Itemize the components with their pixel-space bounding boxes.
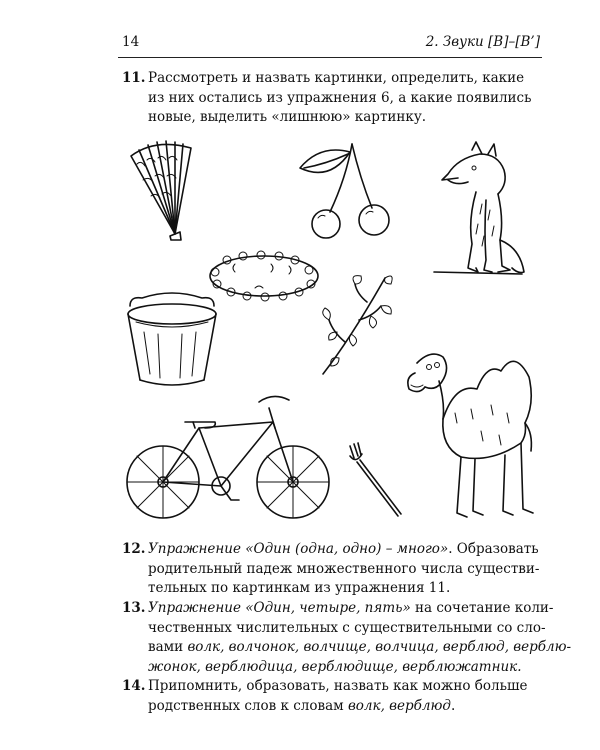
text-line	[148, 69, 544, 89]
fan-picture	[125, 136, 197, 241]
exercise-text	[148, 69, 544, 128]
text-line	[148, 540, 544, 560]
page-number: 14	[122, 34, 140, 50]
fork-picture	[346, 442, 406, 522]
text-segment: родственных слов к словам	[148, 697, 348, 714]
text-line	[148, 677, 544, 697]
bicycle-picture	[123, 388, 335, 528]
branch-picture	[315, 270, 397, 380]
camel-picture	[395, 343, 537, 523]
text-segment: Припомнить, образовать, назвать как можно больше	[148, 678, 528, 694]
text-segment: Рассмотреть и назвать картинки, определить, какие	[148, 70, 525, 86]
text-segment: тельных по картинкам из упражнения 11.	[148, 580, 451, 596]
page-header	[118, 34, 542, 54]
section-title: 2. Звуки [В]–[В’]	[425, 34, 540, 50]
exercise-number: 11.	[122, 70, 146, 86]
text-line	[148, 658, 544, 678]
exercise-number: 13.	[122, 600, 146, 616]
exercise-14	[122, 677, 544, 719]
text-segment: родительный падеж множественного числа существи-	[148, 560, 540, 577]
wreath-picture	[205, 248, 323, 304]
exercise-text	[148, 677, 544, 716]
bucket-picture	[122, 292, 220, 390]
text-line	[148, 89, 544, 109]
italic-text: Упражнение «Один, четыре, пять»	[148, 600, 411, 616]
text-line	[148, 697, 544, 717]
text-segment: из них остались из упражнения 6, а какие появились	[148, 89, 532, 106]
exercise-text	[148, 599, 572, 677]
italic-text: Упражнение «Один (одна, одно) – много»	[148, 541, 449, 557]
text-line	[148, 619, 544, 639]
header-rule	[118, 57, 542, 58]
text-segment: . Образовать	[448, 541, 539, 557]
exercise-12	[122, 540, 544, 600]
text-segment: чественных числительных с существительными со сло-	[148, 619, 546, 636]
text-line	[148, 599, 554, 619]
italic-text: волк, волчонок, волчище, волчица, верблюд, верблю-	[187, 639, 572, 655]
wolf-picture	[428, 140, 528, 282]
exercise-number: 12.	[122, 541, 146, 557]
text-segment: на сочетание коли-	[410, 600, 554, 616]
text-segment: новые, выделить «лишнюю» картинку.	[148, 109, 427, 125]
text-line	[148, 638, 572, 658]
exercise-11	[122, 69, 544, 129]
exercise-13	[122, 599, 572, 679]
text-segment: .	[450, 697, 456, 714]
text-line	[148, 560, 544, 580]
italic-text: волк, верблюд	[347, 697, 451, 714]
text-line	[148, 579, 544, 599]
italic-text: жонок, верблюдица, верблюдище, верблюжатник.	[148, 658, 522, 675]
cherries-picture	[290, 138, 402, 246]
exercise-text	[148, 540, 544, 599]
text-segment: вами	[148, 639, 188, 655]
text-line	[148, 108, 544, 128]
exercise-number: 14.	[122, 678, 146, 694]
